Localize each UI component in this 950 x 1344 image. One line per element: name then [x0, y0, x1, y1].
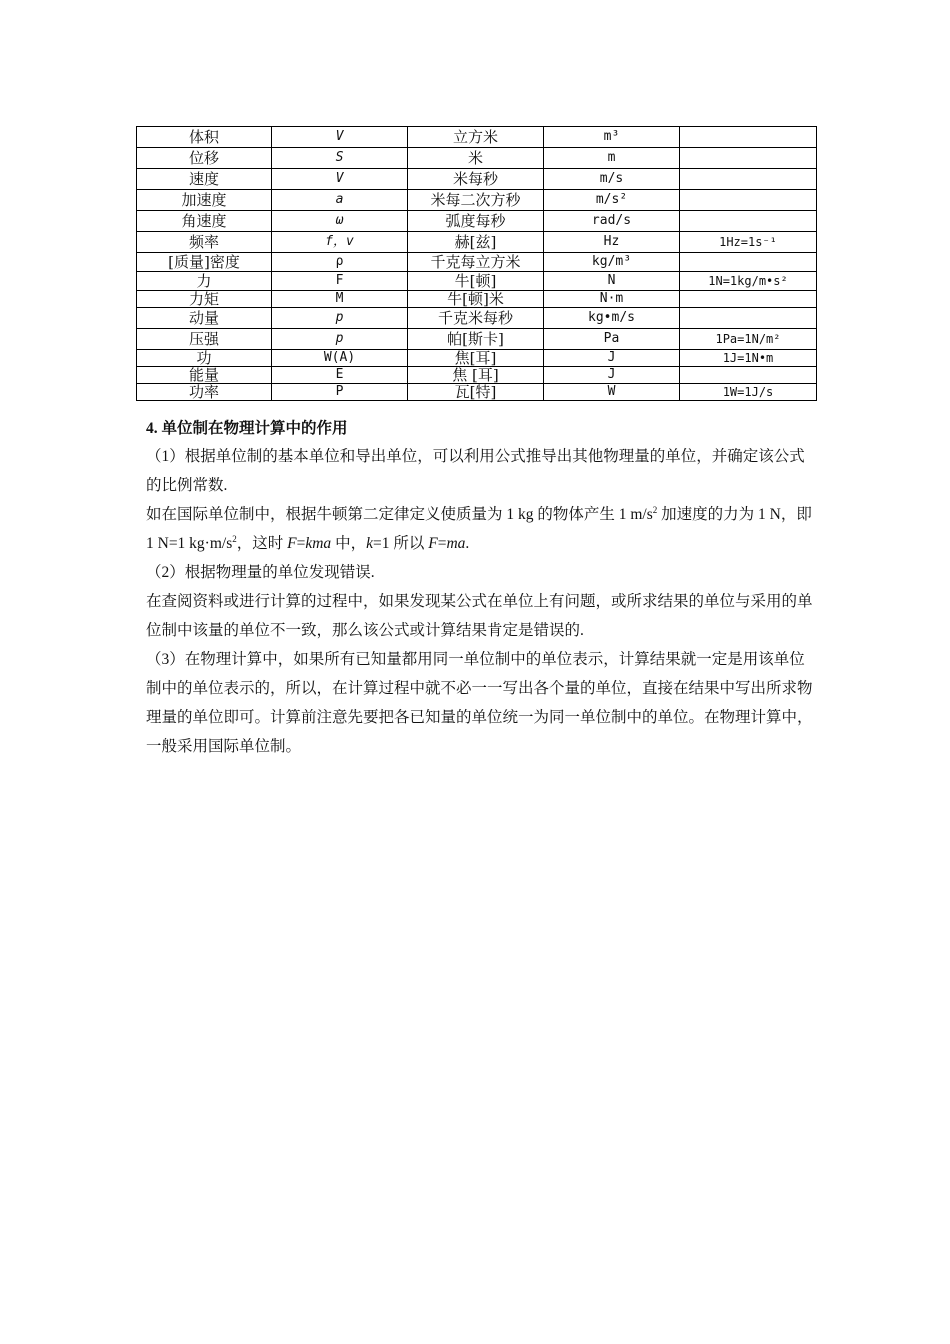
paragraph: 在查阅资料或进行计算的过程中，如果发现某公式在单位上有问题，或所求结果的单位与采用的单位制中该量的单位不一致，那么该公式或计算结果肯定是错误的.	[146, 593, 813, 639]
quantity-symbol: f，v	[272, 232, 408, 253]
quantity-symbol: V	[272, 127, 408, 148]
table-row	[137, 127, 817, 148]
unit-name: 赫[兹]	[408, 232, 544, 253]
table-row	[137, 367, 817, 384]
unit-symbol: J	[544, 350, 680, 367]
quantity-name: 压强	[137, 329, 272, 350]
table-row	[137, 253, 817, 272]
paragraph: （2）根据物理量的单位发现错误.	[146, 564, 375, 581]
formula-variable: k	[366, 535, 373, 552]
unit-note	[680, 190, 817, 211]
quantity-symbol: p	[272, 308, 408, 329]
unit-name: 焦[耳]	[408, 350, 544, 367]
paragraph-example	[146, 500, 818, 558]
quantity-name: 角速度	[137, 211, 272, 232]
paragraph: （1）根据单位制的基本单位和导出单位，可以利用公式推导出其他物理量的单位，并确定该公式的比例常数.	[146, 448, 805, 494]
unit-symbol: Pa	[544, 329, 680, 350]
table-row	[137, 329, 817, 350]
unit-note	[680, 367, 817, 384]
quantity-symbol: ω	[272, 211, 408, 232]
superscript: 2	[232, 533, 237, 544]
quantity-symbol: S	[272, 148, 408, 169]
table-row	[137, 232, 817, 253]
quantity-name: 力矩	[137, 291, 272, 308]
unit-name: 帕[斯卡]	[408, 329, 544, 350]
table-row	[137, 291, 817, 308]
unit-name: 焦 [耳]	[408, 367, 544, 384]
unit-name: 立方米	[408, 127, 544, 148]
unit-symbol: m/s	[544, 169, 680, 190]
unit-note	[680, 169, 817, 190]
unit-symbol: Hz	[544, 232, 680, 253]
quantity-name: 加速度	[137, 190, 272, 211]
unit-note: 1Hz=1s⁻¹	[680, 232, 817, 253]
unit-note	[680, 253, 817, 272]
quantity-symbol: p	[272, 329, 408, 350]
unit-name: 米每秒	[408, 169, 544, 190]
formula-variable: kma	[305, 535, 332, 552]
table-row	[137, 350, 817, 367]
table-row	[137, 211, 817, 232]
table-row	[137, 190, 817, 211]
unit-name: 弧度每秒	[408, 211, 544, 232]
unit-note: 1J=1N•m	[680, 350, 817, 367]
unit-symbol: N·m	[544, 291, 680, 308]
unit-symbol: m³	[544, 127, 680, 148]
table-row	[137, 308, 817, 329]
unit-note	[680, 148, 817, 169]
quantity-name: 功	[137, 350, 272, 367]
unit-symbol: W	[544, 384, 680, 401]
unit-symbol: J	[544, 367, 680, 384]
formula-operator: =	[437, 535, 447, 552]
quantity-symbol: V	[272, 169, 408, 190]
unit-note: 1W=1J/s	[680, 384, 817, 401]
section-heading: 4. 单位制在物理计算中的作用	[146, 420, 348, 437]
formula-variable: F	[428, 535, 438, 552]
quantity-symbol: F	[272, 272, 408, 291]
quantity-name: 频率	[137, 232, 272, 253]
table-row	[137, 384, 817, 401]
quantity-name: 位移	[137, 148, 272, 169]
unit-note	[680, 211, 817, 232]
unit-note	[680, 308, 817, 329]
quantity-symbol: E	[272, 367, 408, 384]
quantity-name: 力	[137, 272, 272, 291]
quantity-symbol: P	[272, 384, 408, 401]
unit-note: 1N=1kg/m•s²	[680, 272, 817, 291]
text: ，这时	[236, 535, 288, 552]
unit-name: 牛[顿]米	[408, 291, 544, 308]
table-row	[137, 169, 817, 190]
unit-name: 牛[顿]	[408, 272, 544, 291]
unit-name: 米	[408, 148, 544, 169]
unit-name: 瓦[特]	[408, 384, 544, 401]
unit-note	[680, 291, 817, 308]
unit-note	[680, 127, 817, 148]
quantity-name: [质量]密度	[137, 253, 272, 272]
unit-note: 1Pa=1N/m²	[680, 329, 817, 350]
units-table	[136, 126, 817, 401]
paragraph: （3）在物理计算中，如果所有已知量都用同一单位制中的单位表示，计算结果就一定是用该单位制中的单位表示的，所以，在计算过程中就不必一一写出各个量的单位，直接在结果中写出所求物理量的单位即可。计算前注意先要把各已知量的单位统一为同一单位制中的单位。在物理计算中，一般采用国际单位制。	[146, 651, 813, 755]
quantity-symbol: ρ	[272, 253, 408, 272]
formula-operator: =	[296, 535, 306, 552]
unit-symbol: kg/m³	[544, 253, 680, 272]
quantity-symbol: M	[272, 291, 408, 308]
section-body	[146, 416, 818, 761]
unit-symbol: m	[544, 148, 680, 169]
table-row	[137, 272, 817, 291]
superscript: 2	[652, 504, 658, 515]
text: 中，	[331, 535, 367, 552]
text: =1 所以	[372, 535, 429, 552]
table-row	[137, 148, 817, 169]
unit-name: 千克米每秒	[408, 308, 544, 329]
quantity-name: 功率	[137, 384, 272, 401]
unit-symbol: rad/s	[544, 211, 680, 232]
quantity-name: 速度	[137, 169, 272, 190]
formula-variable: ma	[446, 535, 466, 552]
unit-symbol: m/s²	[544, 190, 680, 211]
text: 加速度的力为 1 N，即 1 N=1 kg·m/s	[146, 506, 812, 552]
quantity-name: 体积	[137, 127, 272, 148]
quantity-name: 能量	[137, 367, 272, 384]
quantity-symbol: W(A)	[272, 350, 408, 367]
unit-symbol: kg•m/s	[544, 308, 680, 329]
formula-variable: F	[287, 535, 297, 552]
text: 如在国际单位制中，根据牛顿第二定律定义使质量为 1 kg 的物体产生 1 m/s	[146, 506, 653, 523]
unit-symbol: N	[544, 272, 680, 291]
text: .	[465, 535, 470, 552]
unit-name: 米每二次方秒	[408, 190, 544, 211]
quantity-symbol: a	[272, 190, 408, 211]
unit-name: 千克每立方米	[408, 253, 544, 272]
quantity-name: 动量	[137, 308, 272, 329]
